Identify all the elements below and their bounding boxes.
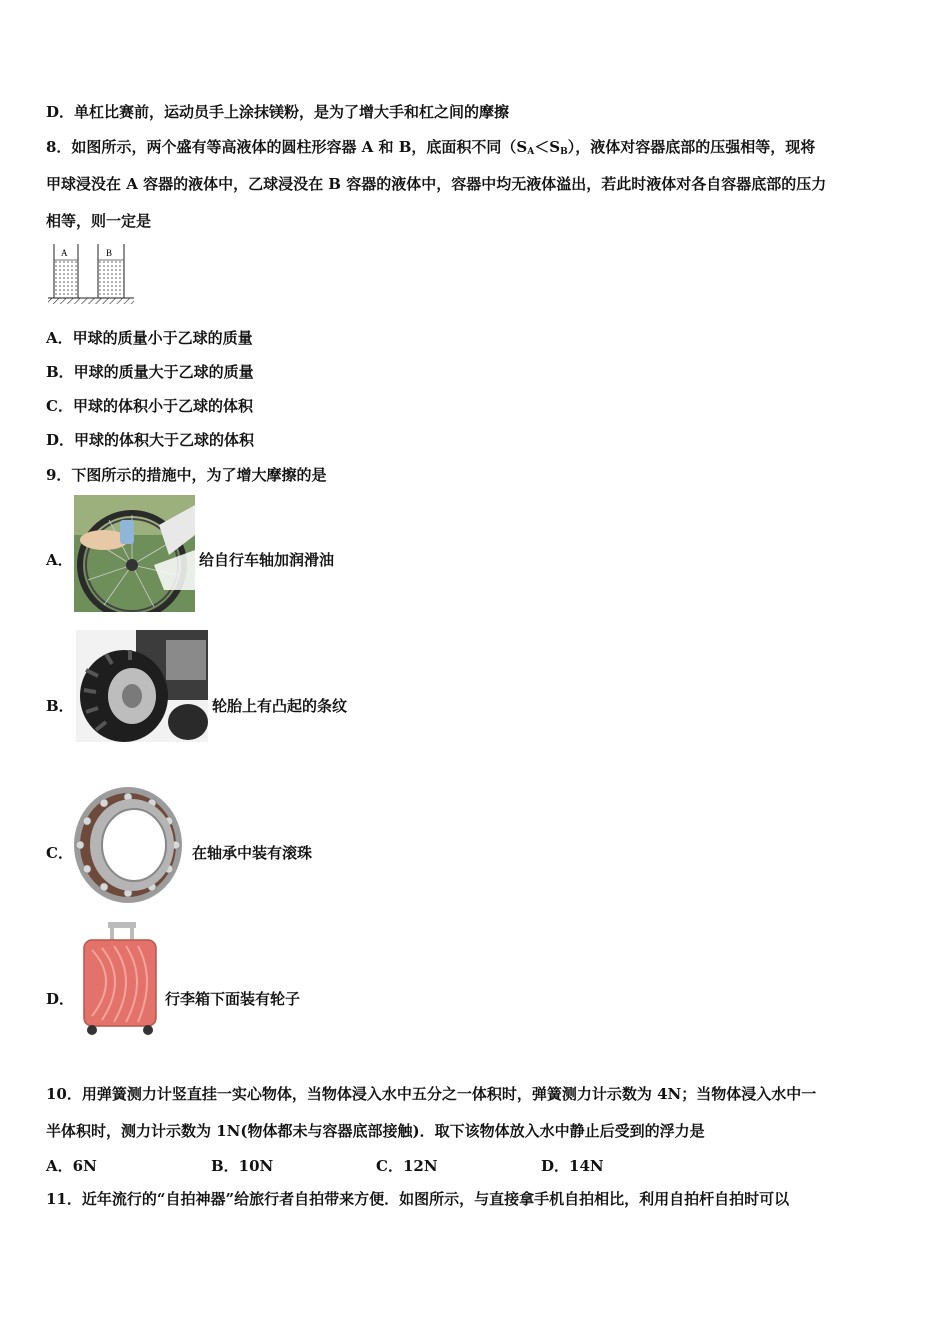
q10-option-d: D．14N [541, 1157, 604, 1175]
q9-option-d-text: 行李箱下面装有轮子 [165, 990, 301, 1008]
tractor-tire-photo-icon [76, 630, 208, 742]
q10-stem-line2: 半体积时，测力计示数为 1N(物体都未与容器底部接触)．取下该物体放入水中静止后受到的浮力是 [46, 1122, 705, 1140]
q8-stem-part2: ），液体对容器底部的压强相等，现将 [567, 138, 816, 156]
subscript-b: B [560, 147, 568, 157]
q9-option-b-letter: B． [46, 697, 74, 715]
q10-option-a: A．6N [46, 1157, 97, 1175]
q8-option-a: A．甲球的质量小于乙球的质量 [46, 329, 253, 347]
bicycle-oil-photo-icon [74, 495, 195, 612]
q9-option-d-letter: D． [46, 990, 75, 1008]
q9-option-b-text: 轮胎上有凸起的条纹 [212, 697, 348, 715]
q8-stem-line2: 甲球浸没在 A 容器的液体中，乙球浸没在 B 容器的液体中，容器中均无液体溢出，若此时液体对各自容器底部的压力 [46, 175, 827, 193]
ball-bearing-photo-icon [72, 785, 184, 905]
q8-stem-line1 [46, 137, 815, 162]
q10-option-b: B．10N [211, 1157, 274, 1175]
q8-option-d: D．甲球的体积大于乙球的体积 [46, 431, 255, 449]
container-a-label: A [61, 248, 68, 258]
q9-option-a-letter: A． [46, 551, 73, 569]
suitcase-photo-icon [80, 920, 160, 1038]
q8-stem-line3: 相等，则一定是 [46, 212, 152, 230]
q9-option-c-letter: C． [46, 844, 73, 862]
q9-option-c-text: 在轴承中装有滚珠 [192, 844, 313, 862]
q8-stem-part1: 8．如图所示，两个盛有等高液体的圆柱形容器 A 和 B，底面积不同（S [46, 138, 528, 156]
q10-option-c: C．12N [376, 1157, 438, 1175]
q8-option-c: C．甲球的体积小于乙球的体积 [46, 397, 253, 415]
container-b-liquid [98, 260, 124, 298]
q9-option-a-text: 给自行车轴加润滑油 [199, 551, 335, 569]
q9-stem: 9．下图所示的措施中，为了增大摩擦的是 [46, 466, 327, 484]
q10-stem-line1: 10．用弹簧测力计竖直挂一实心物体，当物体浸入水中五分之一体积时，弹簧测力计示数为 4N；当物体浸入水中一 [46, 1085, 817, 1103]
container-a-liquid [54, 260, 78, 298]
q11-stem-line1: 11．近年流行的“自拍神器”给旅行者自拍带来方便．如图所示，与直接拿手机自拍相比，利用自拍杆自拍时可以 [46, 1190, 790, 1208]
ground-hatch [48, 298, 134, 304]
container-b-label: B [106, 248, 113, 258]
prev-option-d: D．单杠比赛前，运动员手上涂抹镁粉，是为了增大手和杠之间的摩擦 [46, 103, 510, 121]
q8-option-b: B．甲球的质量大于乙球的质量 [46, 363, 254, 381]
q8-containers-figure [46, 240, 136, 308]
subscript-a: A [527, 147, 535, 157]
less-than-s: ＜S [534, 138, 561, 156]
